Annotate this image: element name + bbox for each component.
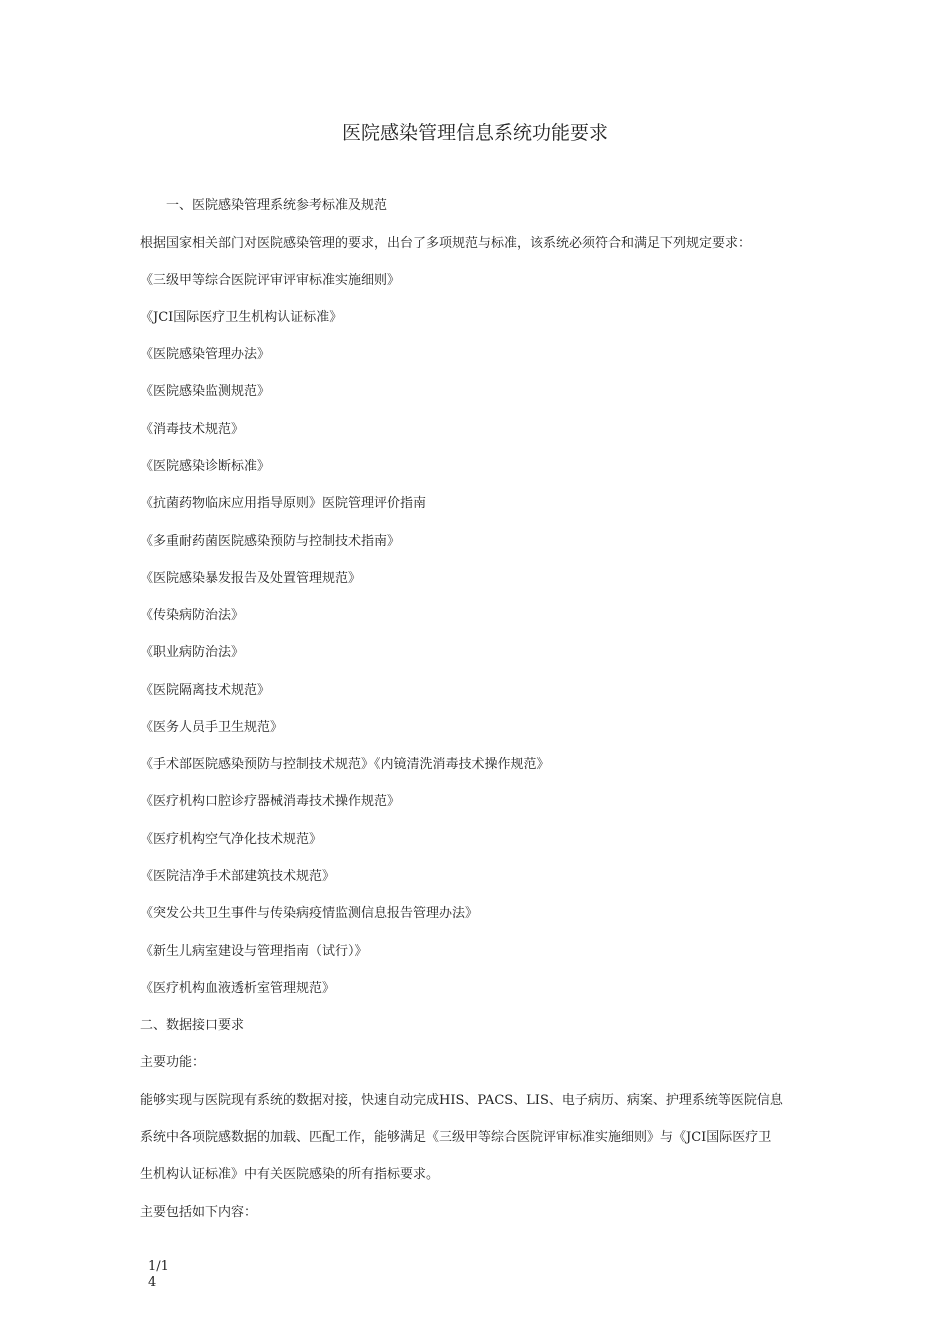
standard-item: 《新生儿病室建设与管理指南（试行）》	[140, 944, 368, 959]
standard-item: 《医疗机构口腔诊疗器械消毒技术操作规范》	[140, 794, 401, 809]
main-function-label: 主要功能：	[140, 1055, 206, 1070]
section1-heading: 一、医院感染管理系统参考标准及规范	[166, 198, 388, 213]
standard-item: 《医疗机构血液透析室管理规范》	[140, 981, 336, 996]
standard-item: 《手术部医院感染预防与控制技术规范》《内镜清洗消毒技术操作规范》	[140, 757, 550, 772]
standard-item: 《医院隔离技术规范》	[140, 683, 271, 698]
standard-item: 《突发公共卫生事件与传染病疫情监测信息报告管理办法》	[140, 906, 479, 921]
standard-item: 《多重耐药菌医院感染预防与控制技术指南》	[140, 534, 401, 549]
standard-item: 《职业病防治法》	[140, 645, 245, 660]
function-text-line: 系统中各项院感数据的加载、匹配工作，能够满足《三级甲等综合医院评审标准实施细则》与《JCI国际医疗卫	[140, 1130, 772, 1145]
function-text-line: 能够实现与医院现有系统的数据对接，快速自动完成HIS、PACS、LIS、电子病历、病案、护理系统等医院信息	[140, 1093, 783, 1108]
standard-item: 《抗菌药物临床应用指导原则》医院管理评价指南	[140, 496, 427, 511]
standard-item: 《消毒技术规范》	[140, 422, 245, 437]
page-number	[148, 1259, 169, 1291]
standard-item: 《JCI国际医疗卫生机构认证标准》	[140, 310, 343, 325]
section2-heading: 二、数据接口要求	[140, 1018, 245, 1033]
standard-item: 《医务人员手卫生规范》	[140, 720, 284, 735]
standard-item: 《医院洁净手术部建筑技术规范》	[140, 869, 336, 884]
document-title: 医院感染管理信息系统功能要求	[341, 122, 608, 144]
standard-item: 《传染病防治法》	[140, 608, 245, 623]
standard-item: 《医院感染诊断标准》	[140, 459, 271, 474]
standard-item: 《医院感染暴发报告及处置管理规范》	[140, 571, 362, 586]
standard-item: 《医疗机构空气净化技术规范》	[140, 832, 323, 847]
page-number-line: 1/1	[148, 1259, 169, 1274]
standard-item: 《医院感染监测规范》	[140, 384, 271, 399]
section1-intro: 根据国家相关部门对医院感染管理的要求，出台了多项规范与标准，该系统必须符合和满足下列规定要求：	[140, 236, 752, 251]
standard-item: 《三级甲等综合医院评审评审标准实施细则》	[140, 273, 401, 288]
includes-label: 主要包括如下内容：	[140, 1205, 258, 1220]
page-number-line: 4	[148, 1275, 157, 1290]
function-text-line: 生机构认证标准》中有关医院感染的所有指标要求。	[140, 1167, 440, 1182]
standard-item: 《医院感染管理办法》	[140, 347, 271, 362]
